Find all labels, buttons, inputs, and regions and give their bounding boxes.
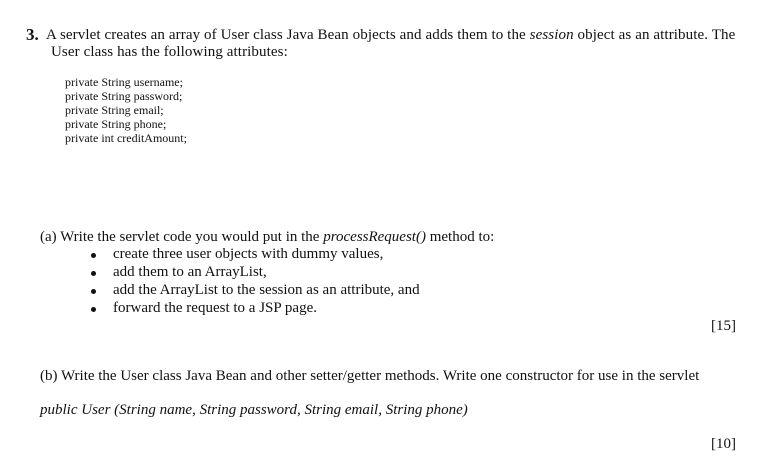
intro-text-b: object as an attribute. The	[573, 27, 736, 43]
attribute-line: private String phone;	[65, 117, 167, 131]
part-a-prompt	[40, 229, 494, 246]
part-a-marks: [15]	[711, 318, 736, 334]
attribute-list	[65, 75, 187, 145]
attribute-line: private int creditAmount;	[65, 131, 187, 145]
intro-text-a: A servlet creates an array of User class Java Bean objects and adds them to the	[46, 27, 530, 43]
part-a-method: processRequest()	[323, 229, 426, 245]
attribute-line: private String username;	[65, 75, 183, 89]
bullet-icon	[91, 307, 96, 312]
question-number: 3.	[26, 25, 39, 44]
part-b-prompt: (b) Write the User class Java Bean and other setter/getter methods. Write one constructor for use in the servlet	[40, 368, 700, 384]
part-a-bullet: add them to an ArrayList,	[113, 264, 267, 280]
bullet-icon	[91, 289, 96, 294]
part-a-suffix: method to:	[425, 229, 495, 245]
part-b-marks: [10]	[711, 436, 736, 452]
attribute-line: private String email;	[65, 103, 164, 117]
attribute-line: private String password;	[65, 89, 183, 103]
intro-text-session: session	[529, 27, 574, 43]
part-b-constructor: public User (String name, String password, String email, String phone)	[40, 402, 468, 418]
bullet-icon	[91, 253, 96, 258]
bullet-icon	[91, 271, 96, 276]
question-intro-line-1	[46, 27, 735, 44]
part-a-prefix: (a) Write the servlet code you would put in the	[40, 229, 324, 245]
question-intro-line-2: User class has the following attributes:	[51, 44, 288, 60]
part-a-bullet: add the ArrayList to the session as an attribute, and	[113, 282, 420, 298]
part-a-bullet: create three user objects with dummy values,	[113, 246, 384, 262]
part-a-bullet: forward the request to a JSP page.	[113, 300, 317, 316]
